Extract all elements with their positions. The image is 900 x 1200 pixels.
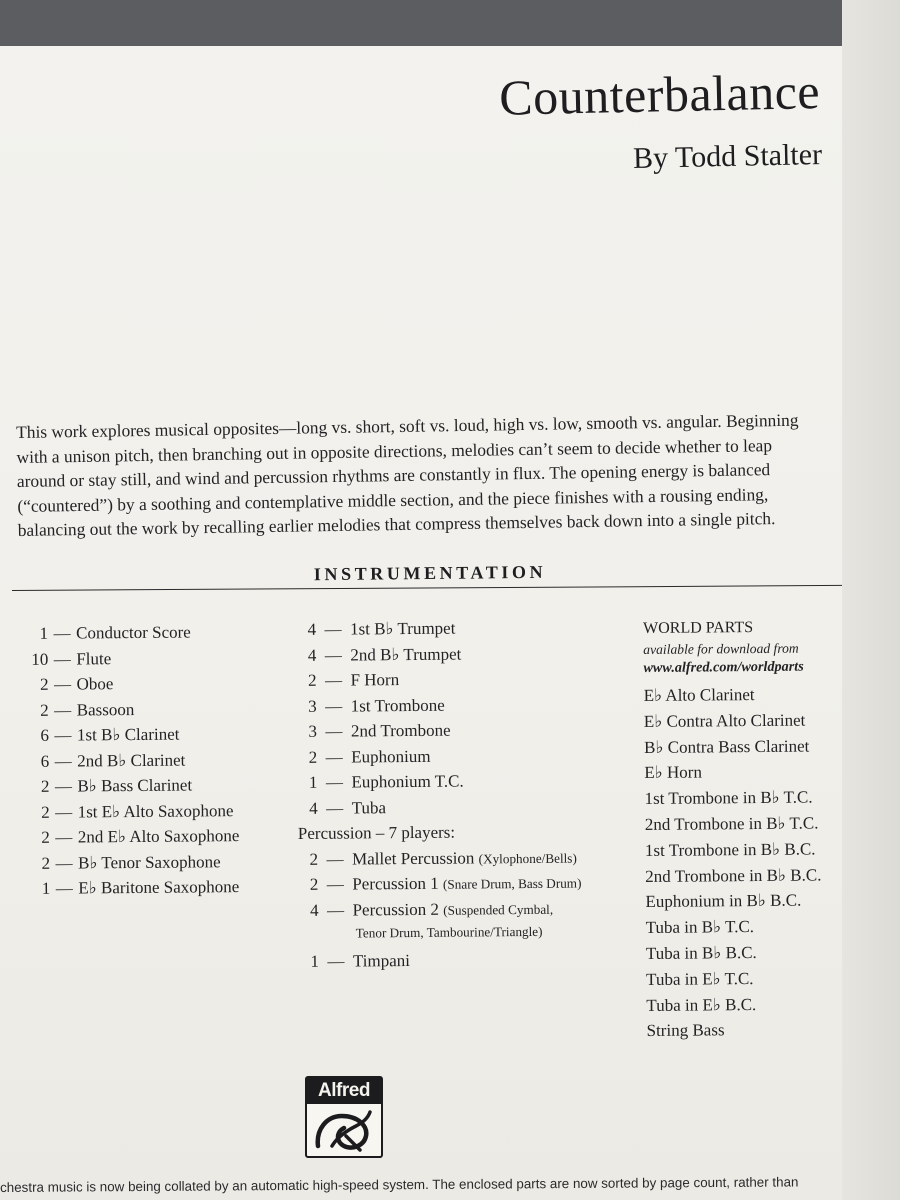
part-note: (Snare Drum, Bass Drum) [442, 875, 582, 892]
part-name: Flute [76, 648, 112, 669]
part-note: Tenor Drum, Tambourine/Triangle) [355, 923, 543, 941]
footer-note: chestra music is now being collated by an automatic high-speed system. The enclosed parts are now sorted by page count, rather than [0, 1174, 799, 1195]
part-quantity: 1 [39, 623, 49, 643]
instrumentation-column-brass-percussion [296, 617, 629, 977]
alfred-logo-emblem-icon [312, 1106, 376, 1154]
part-row [21, 698, 291, 726]
part-row [297, 719, 627, 747]
part-name: 1st Trombone [350, 695, 445, 716]
part-name: 1st B♭ Clarinet [76, 724, 180, 745]
part-quantity: 6 [40, 725, 50, 745]
world-part-item: Tuba in E♭ T.C. [646, 968, 754, 989]
alfred-logo [305, 1076, 383, 1158]
world-part-item: Tuba in B♭ B.C. [645, 942, 757, 963]
part-quantity: 2 [40, 700, 49, 720]
dash: — [54, 725, 72, 745]
dash: — [325, 696, 343, 716]
dash: — [325, 772, 343, 792]
part-row [21, 749, 291, 777]
dash: — [325, 721, 343, 741]
part-row [296, 668, 626, 696]
part-quantity: 4 [309, 798, 318, 818]
program-notes-line: with a unison pitch, then branching out in opposite directions, melodies can’t seem to decide whether to leap [16, 434, 773, 467]
part-quantity: 2 [41, 827, 50, 847]
dash: — [326, 900, 345, 920]
part-row [298, 847, 628, 875]
world-part-item: E♭ Contra Alto Clarinet [643, 710, 806, 731]
dash: — [54, 776, 72, 796]
world-part-item: 2nd Trombone in B♭ T.C. [644, 813, 819, 834]
part-quantity: 3 [308, 721, 318, 741]
part-row [296, 643, 626, 671]
dash: — [55, 878, 73, 898]
part-name: E♭ Baritone Saxophone [78, 877, 240, 898]
part-row [297, 770, 627, 798]
world-parts-heading: WORLD PARTS [643, 619, 754, 637]
part-row [297, 745, 627, 773]
instrumentation-heading: INSTRUMENTATION [313, 561, 547, 585]
part-quantity: 4 [309, 900, 319, 920]
program-notes-line: This work explores musical opposites—long vs. short, soft vs. loud, high vs. low, smooth vs. angular. Beginning [16, 409, 799, 442]
instrumentation-column-woodwinds [20, 622, 292, 905]
dash: — [326, 874, 344, 894]
part-quantity: 2 [41, 802, 50, 822]
part-row [20, 673, 290, 701]
composer-byline: By Todd Stalter [632, 138, 823, 175]
part-quantity: 4 [307, 645, 317, 665]
part-name [352, 847, 577, 869]
part-row [21, 775, 291, 803]
part-quantity: 2 [309, 849, 319, 869]
program-notes-line: around or stay still, and wind and percussion rhythms are constantly in flux. The opening energy is balanced [16, 459, 771, 491]
part-quantity: 2 [41, 853, 51, 873]
world-part-item: String Bass [646, 1020, 725, 1041]
part-name: Euphonium T.C. [351, 771, 464, 792]
world-part-item: E♭ Alto Clarinet [643, 685, 755, 705]
part-name [352, 873, 581, 895]
part-row [299, 949, 629, 977]
part-quantity: 4 [307, 619, 317, 639]
part-row [22, 826, 292, 854]
part-quantity: 1 [310, 951, 320, 971]
page-edge [842, 0, 900, 1200]
part-name: B♭ Tenor Saxophone [78, 851, 221, 873]
dash: — [326, 849, 344, 869]
part-quantity: 10 [31, 649, 49, 669]
percussion-label: Percussion – 7 players: [297, 822, 456, 843]
part-row [22, 800, 292, 828]
part-quantity: 1 [41, 878, 51, 898]
part-name: 1st E♭ Alto Saxophone [77, 800, 234, 822]
program-notes-line: balancing out the work by recalling earlier melodies that compress themselves back down into a single pitch. [17, 508, 776, 540]
part-row [20, 647, 290, 675]
part-note: (Xylophone/Bells) [478, 850, 577, 866]
alfred-logo-text: Alfred [307, 1078, 381, 1104]
part-name: Conductor Score [75, 622, 191, 643]
part-row [22, 877, 292, 905]
top-header-band [0, 0, 842, 46]
part-quantity: 2 [307, 670, 317, 690]
dash: — [324, 619, 342, 639]
part-quantity: 1 [308, 772, 318, 792]
dash: — [53, 649, 71, 669]
dash: — [54, 700, 72, 720]
part-name: Oboe [76, 674, 114, 694]
part-row [20, 622, 290, 650]
part-name-text: Mallet Percussion [352, 847, 475, 869]
dash: — [325, 747, 343, 767]
part-name: Bassoon [76, 699, 135, 720]
dash: — [54, 751, 72, 771]
part-note: (Suspended Cymbal, [443, 901, 554, 918]
part-row [298, 872, 628, 900]
part-name: 2nd B♭ Trumpet [350, 644, 462, 665]
dash: — [324, 645, 342, 665]
world-part-item: E♭ Horn [644, 762, 703, 783]
part-quantity: 2 [40, 776, 50, 796]
world-part-item: 1st Trombone in B♭ T.C. [644, 787, 813, 809]
part-row [22, 851, 292, 879]
piece-title: Counterbalance [498, 63, 821, 126]
part-name: F Horn [350, 670, 400, 690]
part-row [297, 694, 627, 722]
world-part-item: B♭ Contra Bass Clarinet [644, 736, 810, 757]
part-quantity: 3 [308, 696, 317, 716]
world-part-item: Tuba in E♭ B.C. [646, 994, 757, 1015]
part-name: B♭ Bass Clarinet [77, 775, 193, 796]
part-name-text: Percussion 2 [352, 899, 440, 920]
part-name: Euphonium [351, 746, 431, 767]
dash: — [53, 674, 72, 694]
part-name: Timpani [352, 950, 411, 971]
dash: — [326, 798, 344, 818]
dash: — [53, 623, 71, 643]
part-row [21, 724, 291, 752]
part-row [296, 617, 626, 645]
part-name: Tuba [351, 797, 387, 818]
world-parts-availability: available for download from [643, 640, 799, 657]
world-part-item: 1st Trombone in B♭ B.C. [644, 839, 816, 860]
part-quantity: 2 [308, 747, 318, 767]
dash: — [55, 827, 73, 847]
part-name: 2nd E♭ Alto Saxophone [77, 826, 240, 847]
part-quantity: 2 [39, 674, 49, 694]
part-name [352, 898, 553, 920]
dash: — [324, 670, 343, 690]
part-name-text: Percussion 1 [352, 873, 439, 894]
section-divider [12, 585, 842, 591]
part-note-continuation [299, 923, 629, 951]
world-part-item: 2nd Trombone in B♭ B.C. [645, 865, 822, 886]
dash: — [327, 951, 345, 971]
world-parts-url: www.alfred.com/worldparts [643, 658, 804, 676]
part-quantity: 2 [309, 874, 319, 894]
part-name: 1st B♭ Trumpet [349, 618, 456, 639]
dash: — [55, 853, 73, 873]
part-row [298, 796, 628, 824]
part-name: 2nd B♭ Clarinet [77, 750, 186, 771]
world-parts-column [643, 618, 847, 1047]
part-row [298, 898, 628, 926]
part-quantity: 6 [40, 751, 50, 771]
world-part-item: Tuba in B♭ T.C. [645, 917, 755, 938]
program-notes-line: (“countered”) by a soothing and contemplative middle section, and the piece finishes with a rousing ending, [17, 483, 769, 516]
dash: — [55, 802, 73, 822]
program-notes [16, 407, 840, 542]
world-part-item: Euphonium in B♭ B.C. [645, 891, 802, 912]
part-name: 2nd Trombone [350, 720, 451, 741]
